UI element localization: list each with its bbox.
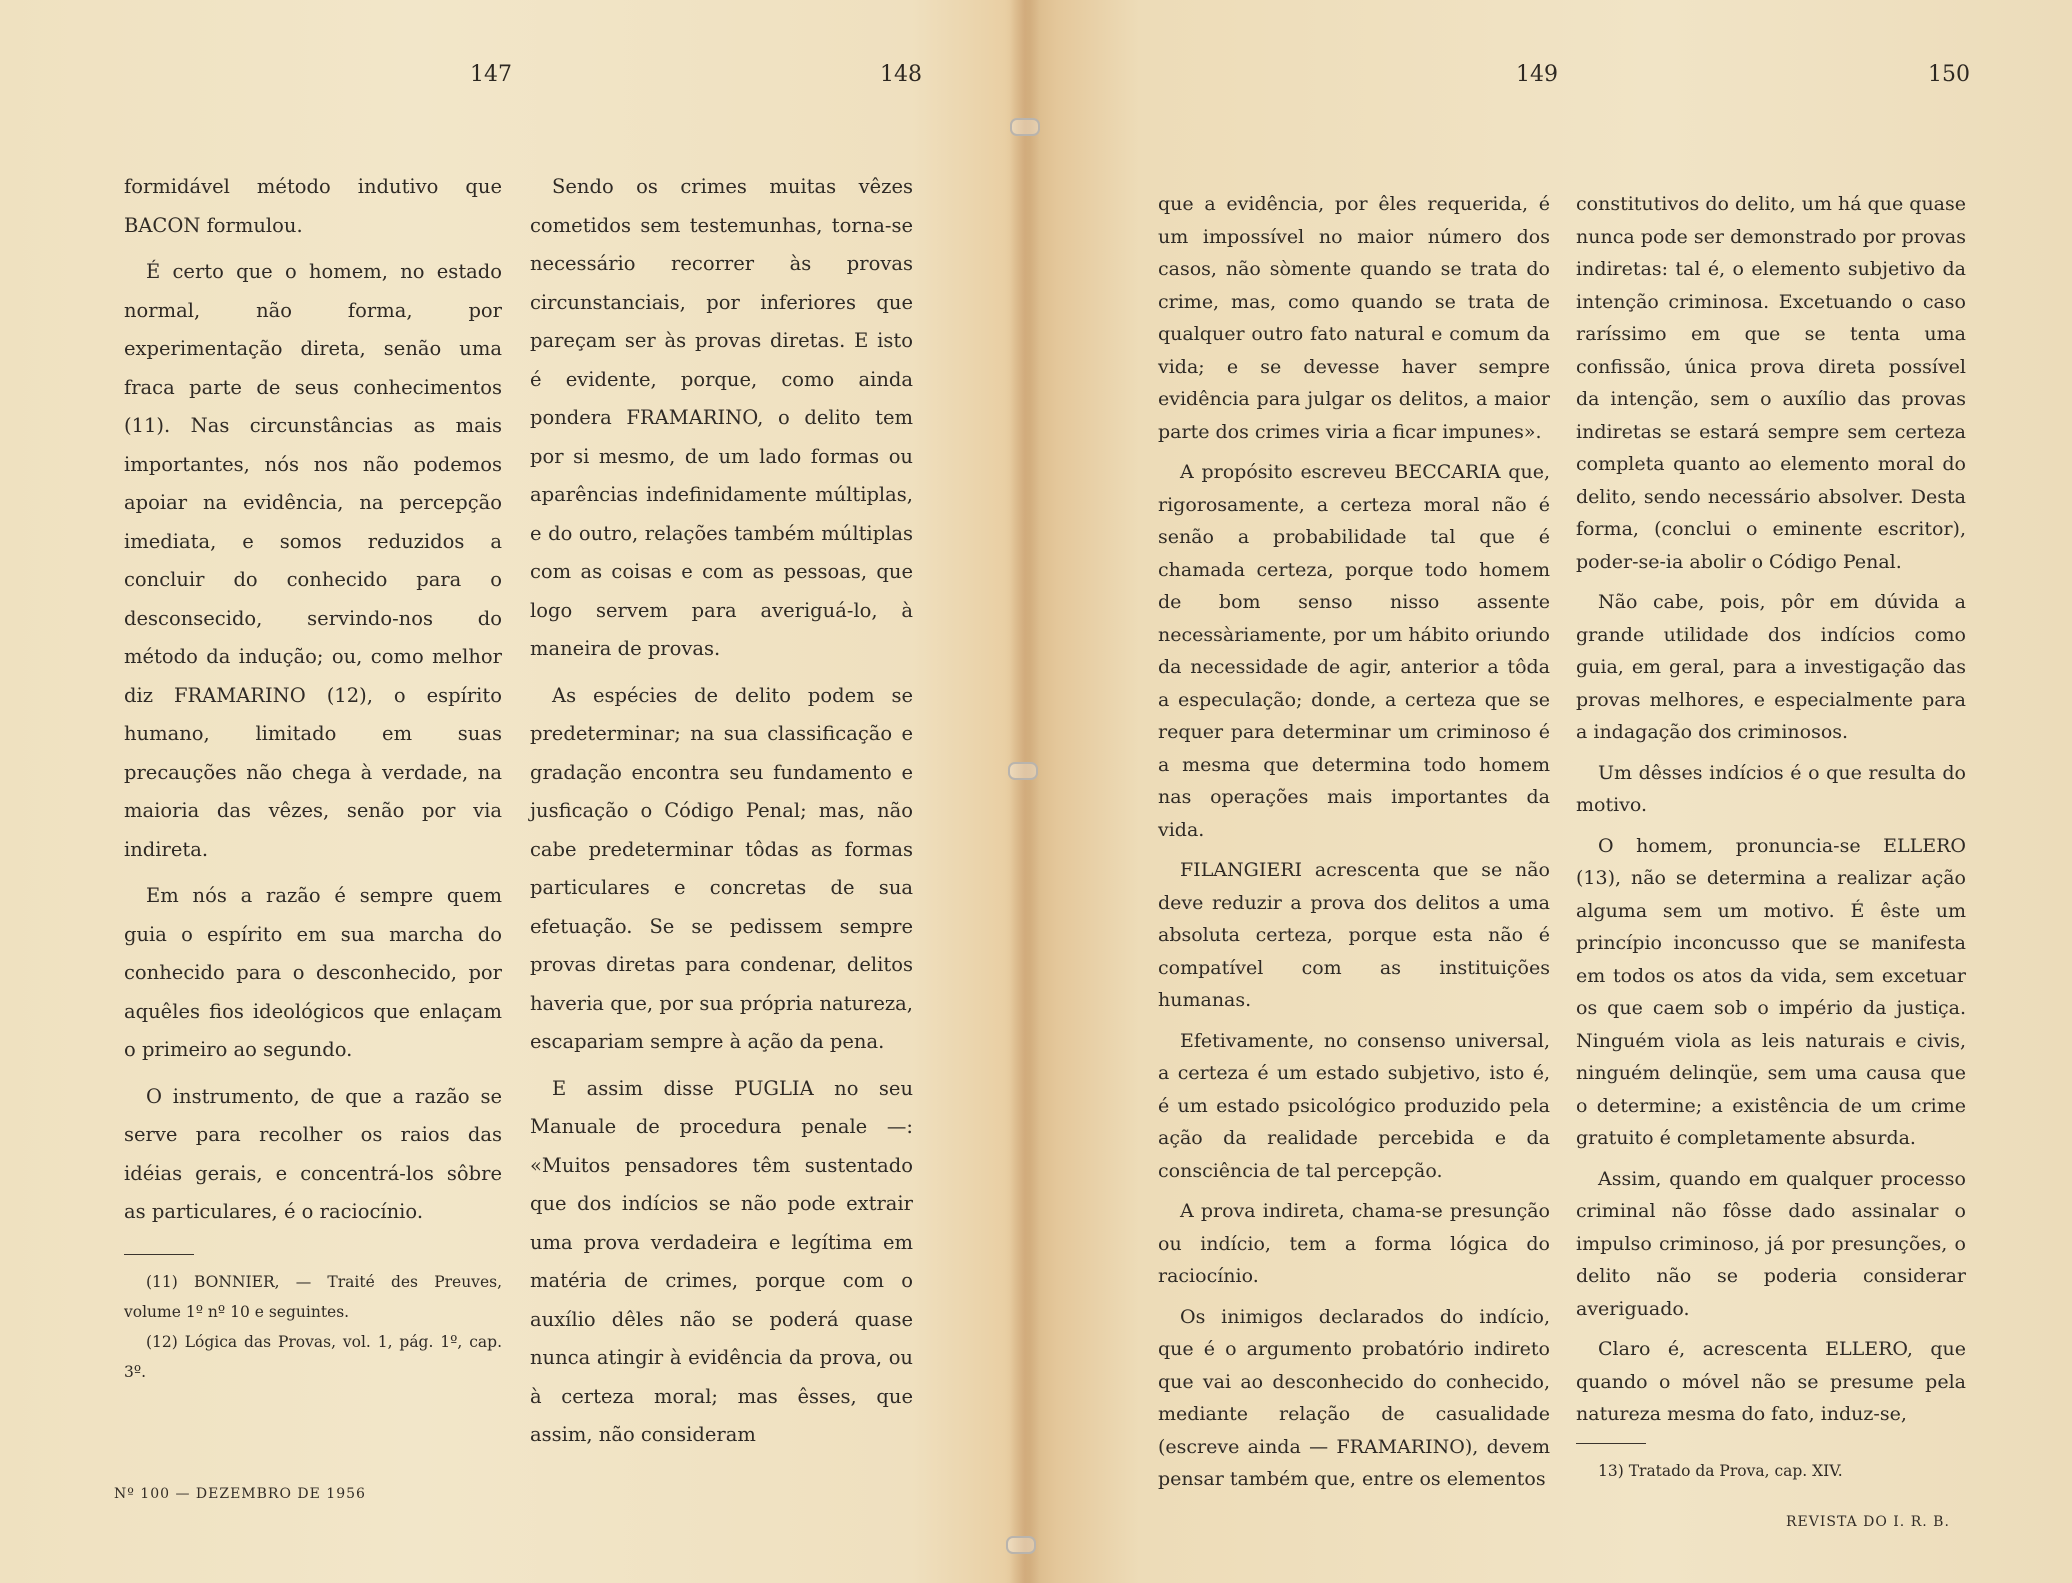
footnote: (12) Lógica das Provas, vol. 1, pág. 1º, cap. 3º. xyxy=(124,1332,502,1381)
page-number-150: 150 xyxy=(1928,62,1970,87)
paragraph: Os inimigos declarados do indício, que é o argumento probatório indireto que vai ao desconhecido do conhecido, mediante relação de casualidade (escreve ainda — FRAMARINO), devem pensar também que, entre os elementos xyxy=(1158,1305,1550,1490)
paragraph: E assim disse PUGLIA no seu Manuale de procedura penale —: «Muitos pensadores têm sustentado que dos indícios se não pode extrair uma prova verdadeira e legítima em matéria de crimes, porque com o auxílio dêles não se poderá quase nunca atingir à evidência da prova, ou à certeza moral; mas êsses, que assim, não consideram xyxy=(530,1076,913,1446)
paragraph: FILANGIERI acrescenta que se não deve reduzir a prova dos delitos a uma absoluta certeza, porque esta não é compatível com as instituições humanas. xyxy=(1158,859,1550,1011)
staple-top xyxy=(1010,118,1040,136)
paragraph: A prova indireta, chama-se presunção ou indício, tem a forma lógica do raciocínio. xyxy=(1158,1200,1550,1287)
column-page-147 xyxy=(124,168,502,1387)
paragraph: Um dêsses indícios é o que resulta do motivo. xyxy=(1576,761,1966,816)
footer-journal: REVISTA DO I. R. B. xyxy=(1786,1514,1950,1530)
footnote: (11) BONNIER, — Traité des Preuves, volume 1º nº 10 e seguintes. xyxy=(124,1272,502,1321)
paragraph: O homem, pronuncia-se ELLERO (13), não se determina a realizar ação alguma sem um motivo. É êste um princípio inconcusso que se manifesta em todos os atos da vida, sem excetuar os que caem sob o império da justiça. Ninguém viola as leis naturais e civis, ninguém delinqüe, sem uma causa que o determine; a existência de um crime gratuito é completamente absurda. xyxy=(1576,834,1966,1149)
column-page-150 xyxy=(1576,188,1966,1486)
paragraph: Não cabe, pois, pôr em dúvida a grande utilidade dos indícios como guia, em geral, para a investigação das provas melhores, e especialmente para a indagação dos criminosos. xyxy=(1576,591,1966,743)
paragraph: Assim, quando em qualquer processo criminal não fôsse dado assinalar o impulso criminoso, já por presunções, o delito não se poderia considerar averiguado. xyxy=(1576,1167,1966,1320)
paragraph: que a evidência, por êles requerida, é um impossível no maior número dos casos, não sòmente quando se trata do crime, mas, como quando se trata de qualquer outro fato natural e comum da vida; e se devesse haver sempre evidência para julgar os delitos, a maior parte dos crimes viria a ficar impunes». xyxy=(1158,193,1550,443)
paragraph: O instrumento, de que a razão se serve para recolher os raios das idéias gerais, e concentrá-los sôbre as particulares, é o raciocínio. xyxy=(124,1084,502,1223)
paragraph: Sendo os crimes muitas vêzes cometidos sem testemunhas, torna-se necessário recorrer às provas circunstanciais, por inferiores que pareçam ser às provas diretas. E isto é evidente, porque, como ainda pondera FRAMARINO, o delito tem por si mesmo, de um lado formas ou aparências indefinidamente múltiplas, e do outro, relações também múltiplas com as coisas e com as pessoas, que logo servem para averiguá-lo, à maneira de provas. xyxy=(530,175,913,660)
page-number-148: 148 xyxy=(880,62,922,87)
binding-gutter xyxy=(1010,0,1040,1583)
paragraph: Claro é, acrescenta ELLERO, que quando o móvel não se presume pela natureza mesma do fato, induz-se, xyxy=(1576,1338,1966,1425)
footnote-rule xyxy=(124,1254,194,1255)
paragraph: A propósito escreveu BECCARIA que, rigorosamente, a certeza moral não é senão a probabilidade tal que é chamada certeza, porque todo homem de bom senso nisso assente necessàriamente, por um hábito oriundo da necessidade de agir, anterior a tôda a especulação; donde, a certeza que se requer para determinar um criminoso é a mesma que determina todo homem nas operações mais importantes da vida. xyxy=(1158,461,1550,841)
paragraph: As espécies de delito podem se predeterminar; na sua classificação e gradação encontra seu fundamento e jusficação o Código Penal; mas, não cabe predeterminar tôdas as formas particulares e concretas de sua efetuação. Se se pedissem sempre provas diretas para condenar, delitos haveria que, por sua própria natureza, escapariam sempre à ação da pena. xyxy=(530,683,913,1053)
footnote-rule xyxy=(1576,1443,1646,1444)
column-page-148 xyxy=(530,168,913,1463)
paragraph: É certo que o homem, no estado normal, não forma, por experimentação direta, senão uma fraca parte de seus conhecimentos (11). Nas circunstâncias as mais importantes, nós nos não podemos apoiar na evidência, na percepção imediata, e somos reduzidos a concluir do conhecido para o desconsecido, servindo-nos do método da indução; ou, como melhor diz FRAMARINO (12), o espírito humano, limitado em suas precauções não chega à verdade, na maioria das vêzes, senão por via indireta. xyxy=(124,260,502,861)
column-page-149 xyxy=(1158,188,1550,1504)
staple-bottom xyxy=(1006,1536,1036,1554)
paragraph: Efetivamente, no consenso universal, a certeza é um estado subjetivo, isto é, é um estado psicológico produzido pela ação da realidade percebida e da consciência de tal percepção. xyxy=(1158,1029,1550,1182)
footer-issue: Nº 100 — DEZEMBRO DE 1956 xyxy=(114,1486,366,1502)
page-number-147: 147 xyxy=(470,62,512,87)
paragraph: constitutivos do delito, um há que quase nunca pode ser demonstrado por provas indiretas: tal é, o elemento subjetivo da intenção criminosa. Excetuando o caso raríssimo em que se tenta uma confissão, única prova direta possível da intenção, sem o auxílio das provas indiretas se estará sempre sem certeza completa quanto ao elemento moral do delito, sendo necessário absolver. Desta forma, (conclui o eminente escritor), poder-se-ia abolir o Código Penal. xyxy=(1576,193,1966,573)
page-number-149: 149 xyxy=(1516,62,1558,87)
staple-middle xyxy=(1008,762,1038,780)
paragraph: formidável método indutivo que BACON formulou. xyxy=(124,175,502,237)
footnote: 13) Tratado da Prova, cap. XIV. xyxy=(1598,1461,1843,1480)
paragraph: Em nós a razão é sempre quem guia o espírito em sua marcha do conhecido para o desconhecido, por aquêles fios ideológicos que enlaçam o primeiro ao segundo. xyxy=(124,884,502,1061)
